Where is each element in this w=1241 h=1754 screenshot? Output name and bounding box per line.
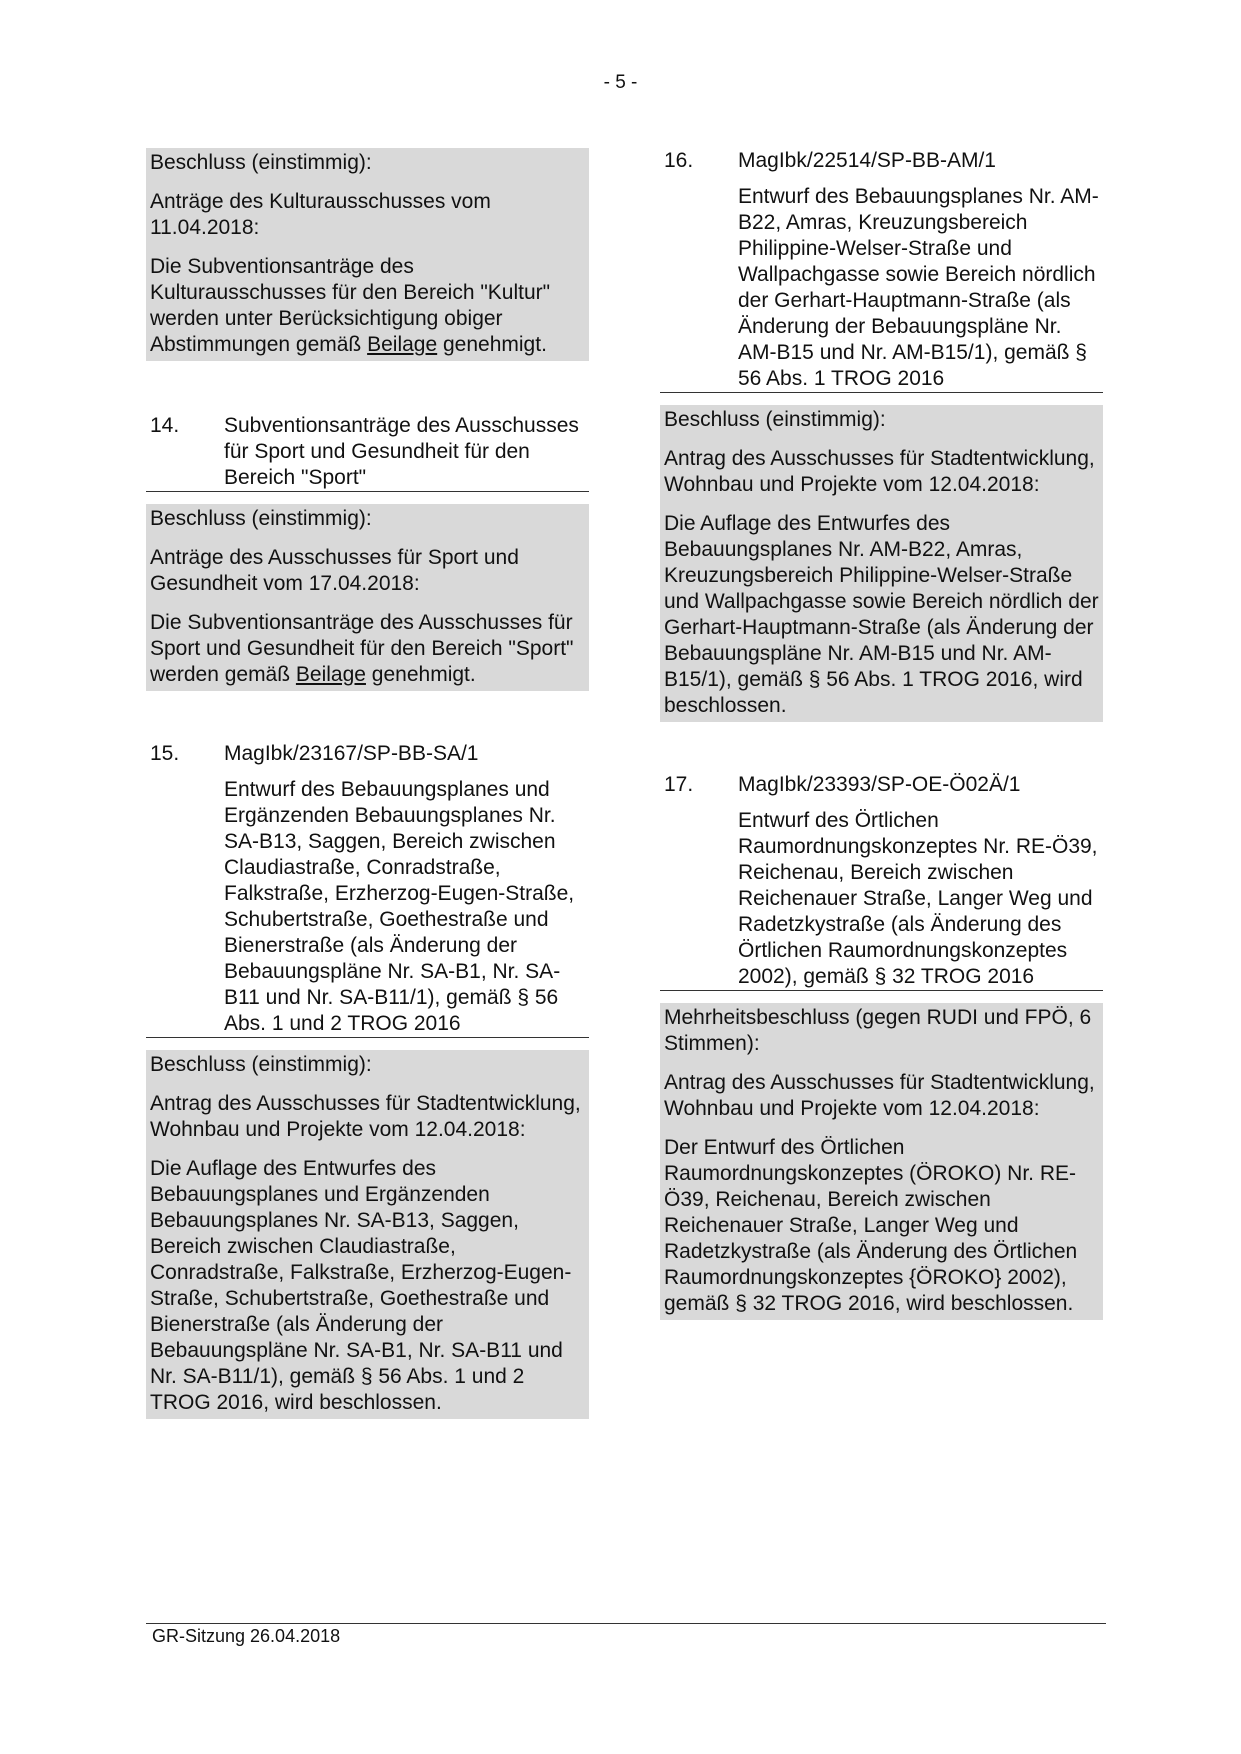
item-number: 14. bbox=[150, 414, 180, 437]
item-title: MagIbk/23167/SP-BB-SA/1 bbox=[224, 742, 479, 765]
divider bbox=[146, 1037, 589, 1038]
agenda-item-15 bbox=[146, 741, 589, 1037]
divider bbox=[660, 392, 1103, 393]
request-text: Antrag des Ausschusses für Stadtentwicklung, Wohnbau und Projekte vom 12.04.2018: bbox=[150, 1092, 581, 1141]
item-title: MagIbk/22514/SP-BB-AM/1 bbox=[738, 149, 996, 172]
footer-divider bbox=[146, 1623, 1106, 1624]
resolution-block-kultur bbox=[146, 148, 589, 361]
divider bbox=[146, 491, 589, 492]
decision-text: Die Auflage des Entwurfes des Bebauungsplanes Nr. AM-B22, Amras, Kreuzungsbereich Philippine-Welser-Straße und Wallpachgasse sowie Bereich nördlich der Gerhart-Hauptmann-Straße (als Änderung der Bebauungspläne Nr. AM-B15 und Nr. AM-B15/1), gemäß § 56 Abs. 1 TROG 2016, wird beschlossen. bbox=[664, 512, 1099, 717]
beilage-link[interactable]: Beilage bbox=[367, 333, 438, 356]
item-description: Entwurf des Bebauungsplanes und Ergänzenden Bebauungsplanes Nr. SA-B13, Saggen, Bereich zwischen Claudiastraße, Conradstraße, Falkstraße, Erzherzog-Eugen-Straße, Schubertstraße, Goethestraße und Bienerstraße (als Änderung der Bebauungspläne Nr. SA-B1, Nr. SA-B11 und Nr. SA-B11/1), gemäß § 56 Abs. 1 und 2 TROG 2016 bbox=[224, 778, 575, 1035]
resolution-block-14 bbox=[146, 504, 589, 691]
request-text: Antrag des Ausschusses für Stadtentwicklung, Wohnbau und Projekte vom 12.04.2018: bbox=[664, 1071, 1095, 1120]
item-title: Subventionsanträge des Ausschusses für Sport und Gesundheit für den Bereich "Sport" bbox=[224, 414, 579, 489]
decision-text-part: Die Subventionsanträge des Kulturausschusses für den Bereich "Kultur" werden unter Berücksichtigung obiger Abstimmungen gemäß bbox=[150, 255, 551, 356]
agenda-item-16 bbox=[660, 148, 1103, 392]
resolution-label: Mehrheitsbeschluss (gegen RUDI und FPÖ, 6 Stimmen): bbox=[664, 1006, 1092, 1055]
decision-text-part: Die Subventionsanträge des Ausschusses für Sport und Gesundheit für den Bereich "Sport" werden gemäß bbox=[150, 611, 574, 686]
resolution-label: Beschluss (einstimmig): bbox=[150, 1053, 372, 1076]
footer-text: GR-Sitzung 26.04.2018 bbox=[152, 1626, 341, 1646]
resolution-block-16 bbox=[660, 405, 1103, 722]
agenda-item-14 bbox=[146, 413, 589, 491]
item-title: MagIbk/23393/SP-OE-Ö02Ä/1 bbox=[738, 773, 1021, 796]
item-number: 15. bbox=[150, 742, 180, 765]
item-description: Entwurf des Örtlichen Raumordnungskonzeptes Nr. RE-Ö39, Reichenau, Bereich zwischen Reichenauer Straße, Langer Weg und Radetzkystraße (als Änderung des Örtlichen Raumordnungskonzeptes 2002), gemäß § 32 TROG 2016 bbox=[738, 809, 1098, 988]
request-text: Anträge des Kulturausschusses vom 11.04.2018: bbox=[150, 190, 491, 239]
item-number: 16. bbox=[664, 149, 694, 172]
divider bbox=[660, 990, 1103, 991]
decision-text bbox=[150, 254, 585, 358]
decision-text: Die Auflage des Entwurfes des Bebauungsplanes und Ergänzenden Bebauungsplanes Nr. SA-B13, Saggen, Bereich zwischen Claudiastraße, Conradstraße, Falkstraße, Erzherzog-Eugen-Straße, Schubertstraße, Goethestraße und Bienerstraße (als Änderung der Bebauungspläne Nr. SA-B1, Nr. SA-B11 und Nr. SA-B11/1), gemäß § 56 Abs. 1 und 2 TROG 2016, wird beschlossen. bbox=[150, 1157, 572, 1414]
request-text: Antrag des Ausschusses für Stadtentwicklung, Wohnbau und Projekte vom 12.04.2018: bbox=[664, 447, 1095, 496]
resolution-label: Beschluss (einstimmig): bbox=[150, 507, 372, 530]
page-number: - 5 - bbox=[603, 72, 638, 93]
decision-text: Der Entwurf des Örtlichen Raumordnungskonzeptes (ÖROKO) Nr. RE-Ö39, Reichenau, Bereich zwischen Reichenauer Straße, Langer Weg und Radetzkystraße (als Änderung des Örtlichen Raumordnungskonzeptes {ÖROKO} 2002), gemäß § 32 TROG 2016, wird beschlossen. bbox=[664, 1136, 1078, 1315]
agenda-item-17 bbox=[660, 772, 1103, 990]
decision-text-part: genehmigt. bbox=[437, 333, 547, 356]
item-description: Entwurf des Bebauungsplanes Nr. AM-B22, Amras, Kreuzungsbereich Philippine-Welser-Straße und Wallpachgasse sowie Bereich nördlich der Gerhart-Hauptmann-Straße (als Änderung der Bebauungspläne Nr. AM-B15 und Nr. AM-B15/1), gemäß § 56 Abs. 1 TROG 2016 bbox=[738, 185, 1099, 390]
item-number: 17. bbox=[664, 773, 694, 796]
resolution-block-15 bbox=[146, 1050, 589, 1419]
resolution-label: Beschluss (einstimmig): bbox=[150, 151, 372, 174]
resolution-block-17 bbox=[660, 1003, 1103, 1320]
request-text: Anträge des Ausschusses für Sport und Gesundheit vom 17.04.2018: bbox=[150, 546, 519, 595]
resolution-label: Beschluss (einstimmig): bbox=[664, 408, 886, 431]
decision-text bbox=[150, 610, 585, 688]
decision-text-part: genehmigt. bbox=[365, 663, 476, 686]
right-column bbox=[660, 148, 1103, 1320]
left-column bbox=[146, 148, 589, 1419]
beilage-link[interactable]: Beilage bbox=[295, 663, 366, 686]
